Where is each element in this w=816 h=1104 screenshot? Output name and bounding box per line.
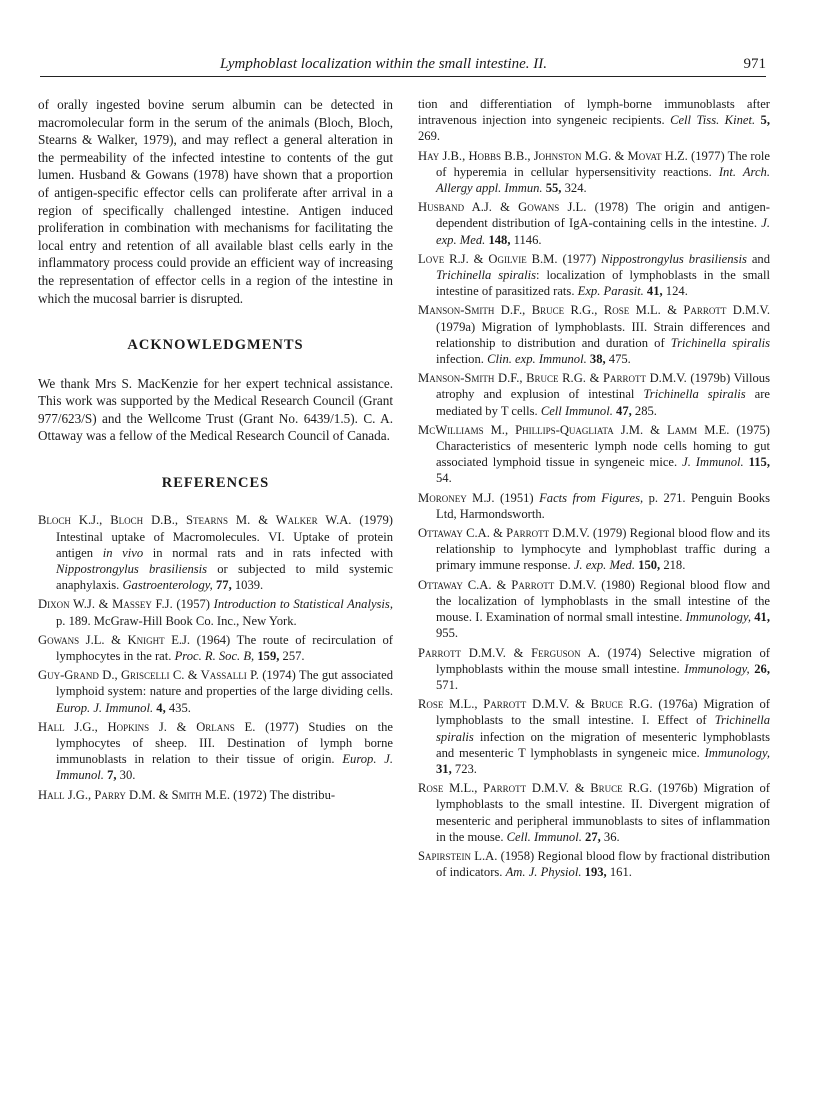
reference-pages: 36.: [600, 829, 620, 844]
reference-pages: 285.: [631, 403, 657, 418]
reference-journal: Cell Immunol.: [540, 403, 613, 418]
reference-pages: 257.: [279, 648, 305, 663]
reference-item: [418, 645, 770, 694]
reference-journal: Am. J. Physiol.: [505, 865, 582, 880]
running-title: Lymphoblast localization within the small intestine. II.: [220, 56, 548, 72]
reference-text: p. 271. Penguin Books Ltd, Harmondsworth.: [436, 490, 770, 521]
reference-authors: Husband A.J. & Gowans J.L.: [418, 200, 587, 215]
reference-item: [418, 780, 770, 845]
reference-authors: Gowans J.L. & Knight E.J.: [38, 632, 191, 647]
reference-text: (1975) Characteristics of mesenteric lymph node cells homing to gut associated lymphoid tissue in syngeneic mice.: [436, 422, 770, 470]
reference-text: p. 189. McGraw-Hill Book Co. Inc., New York.: [56, 613, 297, 628]
reference-volume: 47,: [612, 403, 632, 418]
reference-authors: Rose M.L., Parrott D.M.V. & Bruce R.G.: [418, 781, 653, 796]
reference-authors: Hall J.G., Hopkins J. & Orlans E.: [38, 719, 256, 734]
reference-list-left: [38, 512, 393, 802]
reference-pages: 161.: [606, 865, 632, 880]
reference-authors: McWilliams M., Phillips-Quagliata J.M. & Lamm M.E.: [418, 422, 730, 437]
reference-item: [38, 596, 393, 628]
reference-volume: 193,: [581, 865, 607, 880]
reference-text: (1977): [557, 251, 602, 266]
reference-text: (1977) Studies on the lymphocytes of sheep. III. Destination of lymph borne immunoblasts in relation to their tissue of origin.: [56, 719, 393, 767]
reference-volume: 4,: [153, 700, 166, 715]
reference-pages: 30.: [116, 768, 136, 783]
reference-volume: 41,: [643, 284, 663, 299]
reference-journal: Europ. J. Immunol.: [56, 700, 154, 715]
reference-text: (1979) Regional blood flow and its relationship to lymphocyte and lymphoblast traffic during a primary immune response.: [436, 526, 770, 573]
reference-italic: Nippostrongylus brasiliensis: [601, 251, 747, 266]
reference-authors: Manson-Smith D.F., Bruce R.G., Rose M.L. & Parrott D.M.V.: [418, 303, 770, 318]
reference-journal: Immunology,: [704, 745, 770, 760]
reference-item: [418, 199, 770, 248]
reference-text: (1974) The gut associated lymphoid system: nature and properties of the large dividing cells.: [56, 668, 393, 699]
reference-text: (1980) Regional blood flow and the localization of lymphoblasts in the small intestine of the mouse. I. Examination of normal small intestine.: [436, 577, 770, 625]
reference-authors: Love R.J. & Ogilvie B.M.: [418, 251, 558, 266]
reference-item: [418, 148, 770, 197]
reference-volume: 41,: [751, 610, 771, 625]
right-column: [418, 96, 770, 883]
reference-journal: Cell Tiss. Kinet.: [670, 113, 756, 128]
reference-text: (1976b) Migration of lymphoblasts to the small intestine. II. Divergent migration of mesenteric and peripheral immunoblasts to sites of inflammation in the mouse.: [436, 781, 770, 844]
reference-authors: Ottaway C.A. & Parrott D.M.V.: [418, 526, 590, 541]
reference-journal: Exp. Parasit.: [577, 284, 644, 299]
reference-item: [418, 525, 770, 574]
reference-text: (1978) The origin and antigen-dependent distribution of IgA-containing cells in the intestine.: [436, 200, 771, 231]
reference-volume: 38,: [586, 352, 606, 367]
reference-item: [38, 719, 393, 784]
reference-authors: Hall J.G., Parry D.M. & Smith M.E.: [38, 787, 231, 802]
reference-italic: Facts from Figures,: [539, 490, 644, 505]
reference-volume: 77,: [212, 578, 232, 593]
reference-italic: in vivo: [102, 545, 144, 560]
reference-authors: Guy-Grand D., Griscelli C. & Vassalli P.: [38, 668, 259, 683]
reference-text: (1951): [494, 490, 540, 505]
reference-italic: Nippostrongylus brasiliensis: [56, 561, 208, 576]
reference-journal: J. Immunol.: [682, 455, 744, 470]
reference-italic: Trichinella spiralis: [643, 387, 746, 402]
reference-text: (1972) The distribu-: [230, 787, 336, 802]
reference-journal: Gastroenterology,: [122, 578, 213, 593]
reference-italic: Introduction to Statistical Analysis,: [213, 597, 393, 612]
running-header: [40, 54, 766, 77]
reference-item: [38, 667, 393, 716]
reference-pages: 124.: [662, 284, 688, 299]
reference-authors: Manson-Smith D.F., Bruce R.G. & Parrott D.M.V.: [418, 371, 687, 386]
reference-italic: Trichinella spiralis: [436, 268, 537, 283]
reference-pages: 723.: [451, 761, 477, 776]
reference-text: or subjected to mild systemic anaphylaxis.: [56, 561, 394, 593]
reference-journal: Immunology,: [684, 661, 750, 676]
reference-volume: 26,: [749, 661, 770, 676]
reference-journal: Immunology,: [685, 610, 752, 625]
reference-volume: 7,: [103, 768, 117, 783]
reference-journal: Europ. J. Immunol.: [56, 752, 393, 783]
reference-item: [418, 302, 770, 367]
reference-text: (1979a) Migration of lymphoblasts. III. Strain differences and relationship to distribution and duration of: [436, 319, 770, 350]
reference-pages: 571.: [436, 677, 459, 692]
reference-pages: 54.: [436, 471, 452, 486]
reference-pages: 1146.: [510, 232, 542, 247]
reference-list-right: [418, 96, 770, 880]
reference-item: [418, 577, 770, 642]
reference-pages: 475.: [605, 352, 631, 367]
reference-pages: 435.: [165, 700, 191, 715]
reference-journal: Int. Arch. Allergy appl. Immun.: [436, 164, 770, 196]
acknowledgments-text: We thank Mrs S. MacKenzie for her expert technical assistance. This work was supported by the Medical Research Council (Grant 977/623/S) and the Wellcome Trust (Grant No. 6439/1.5). C. A. Ottaway was a fellow of the Medical Research Council of Canada.: [38, 375, 393, 444]
body-paragraph: of orally ingested bovine serum albumin can be detected in macromolecular form in the serum of the animals (Bloch, Bloch, Stearns & Walker, 1979), and may reflect a general alteration in the permeability of the infected intestine to contents of the gut lumen. Husband & Gowans (1978) have shown that a proportion of antigen-specific effector cells can proliferate after arrival in a region of specifically challenged intestine. Antigen induced proliferation in combination with mechanisms for facilitating the local entry and retention of all available blast cells early in the inflammatory process could provide an efficient way of increasing the representation of effector cells in a region of the intestine in which the mucosal barrier is disrupted.: [38, 97, 393, 306]
references-heading: REFERENCES: [161, 474, 270, 491]
reference-authors: Hay J.B., Hobbs B.B., Johnston M.G. & Movat H.Z.: [418, 148, 688, 163]
reference-text: (1974) Selective migration of lymphoblasts within the mouse small intestine.: [436, 645, 770, 676]
reference-text: infection on the migration of mesenteric lymphoblasts and mesenteric T lymphoblasts in syngeneic mice.: [436, 729, 770, 760]
reference-volume: 115,: [743, 455, 770, 470]
reference-item: [38, 632, 393, 664]
reference-volume: 27,: [581, 829, 601, 844]
reference-volume: 159,: [254, 648, 280, 663]
reference-text: (1958) Regional blood flow by fractional distribution of indicators.: [436, 848, 770, 880]
left-column: [38, 96, 393, 806]
reference-authors: Rose M.L., Parrott D.M.V. & Bruce R.G.: [418, 697, 653, 712]
reference-pages: 324.: [561, 181, 587, 196]
reference-item: [418, 422, 770, 487]
reference-item: [38, 512, 393, 593]
reference-text: (1957): [172, 597, 214, 612]
reference-text: are mediated by T cells.: [436, 387, 771, 418]
reference-text: infection.: [436, 352, 488, 367]
reference-text: (1976a) Migration of lymphoblasts to the small intestine. I. Effect of: [436, 697, 770, 728]
reference-journal: Cell. Immunol.: [506, 829, 582, 844]
reference-volume: 5,: [755, 113, 771, 128]
reference-authors: Dixon W.J. & Massey F.J.: [38, 597, 173, 612]
reference-italic: Trichinella spiralis: [436, 713, 770, 744]
reference-pages: 269.: [418, 129, 441, 144]
reference-journal: Clin. exp. Immunol.: [487, 352, 587, 367]
acknowledgments-heading: ACKNOWLEDGMENTS: [127, 337, 304, 354]
reference-text: (1977) The role of hyperemia in cellular hypersensitivity reactions.: [436, 148, 770, 179]
reference-authors: Ottaway C.A. & Parrott D.M.V.: [418, 577, 597, 592]
reference-journal: J. exp. Med.: [436, 216, 770, 247]
reference-journal: Proc. R. Soc. B,: [174, 648, 255, 663]
reference-item: [418, 696, 770, 777]
reference-text: tion and differentiation of lymph-borne immunoblasts after intravenous injection into syngeneic recipients.: [418, 97, 770, 128]
reference-volume: 148,: [485, 232, 511, 247]
reference-pages: 955.: [436, 626, 459, 641]
reference-text: (1964) The route of recirculation of lymphocytes in the rat.: [56, 632, 393, 663]
reference-pages: 218.: [660, 558, 686, 573]
reference-italic: Trichinella spiralis: [670, 335, 770, 350]
reference-item: [418, 490, 770, 522]
reference-item: [418, 251, 770, 300]
reference-authors: Parrott D.M.V. & Ferguson A.: [418, 645, 600, 660]
reference-pages: 1039.: [231, 578, 264, 593]
page-number: 971: [743, 56, 766, 72]
reference-item: [38, 787, 393, 803]
reference-text: (1979) Intestinal uptake of Macromolecules. VI. Uptake of protein antigen: [56, 513, 393, 560]
reference-text: : localization of lymphoblasts in the small intestine of parasitized rats.: [436, 268, 771, 299]
reference-volume: 55,: [542, 181, 562, 196]
reference-text: and: [746, 251, 771, 266]
reference-text: (1979b) Villous atrophy and explusion of intestinal: [436, 371, 770, 402]
reference-authors: Bloch K.J., Bloch D.B., Stearns M. & Walker W.A.: [38, 513, 352, 528]
reference-item: [418, 370, 770, 419]
reference-journal: J. exp. Med.: [573, 558, 635, 573]
reference-item: [418, 96, 770, 145]
reference-text: in normal rats and in rats infected with: [143, 545, 394, 560]
reference-volume: 31,: [436, 761, 452, 776]
reference-authors: Moroney M.J.: [418, 490, 495, 505]
reference-volume: 150,: [635, 558, 661, 573]
reference-item: [418, 848, 770, 880]
reference-authors: Sapirstein L.A.: [418, 848, 498, 863]
